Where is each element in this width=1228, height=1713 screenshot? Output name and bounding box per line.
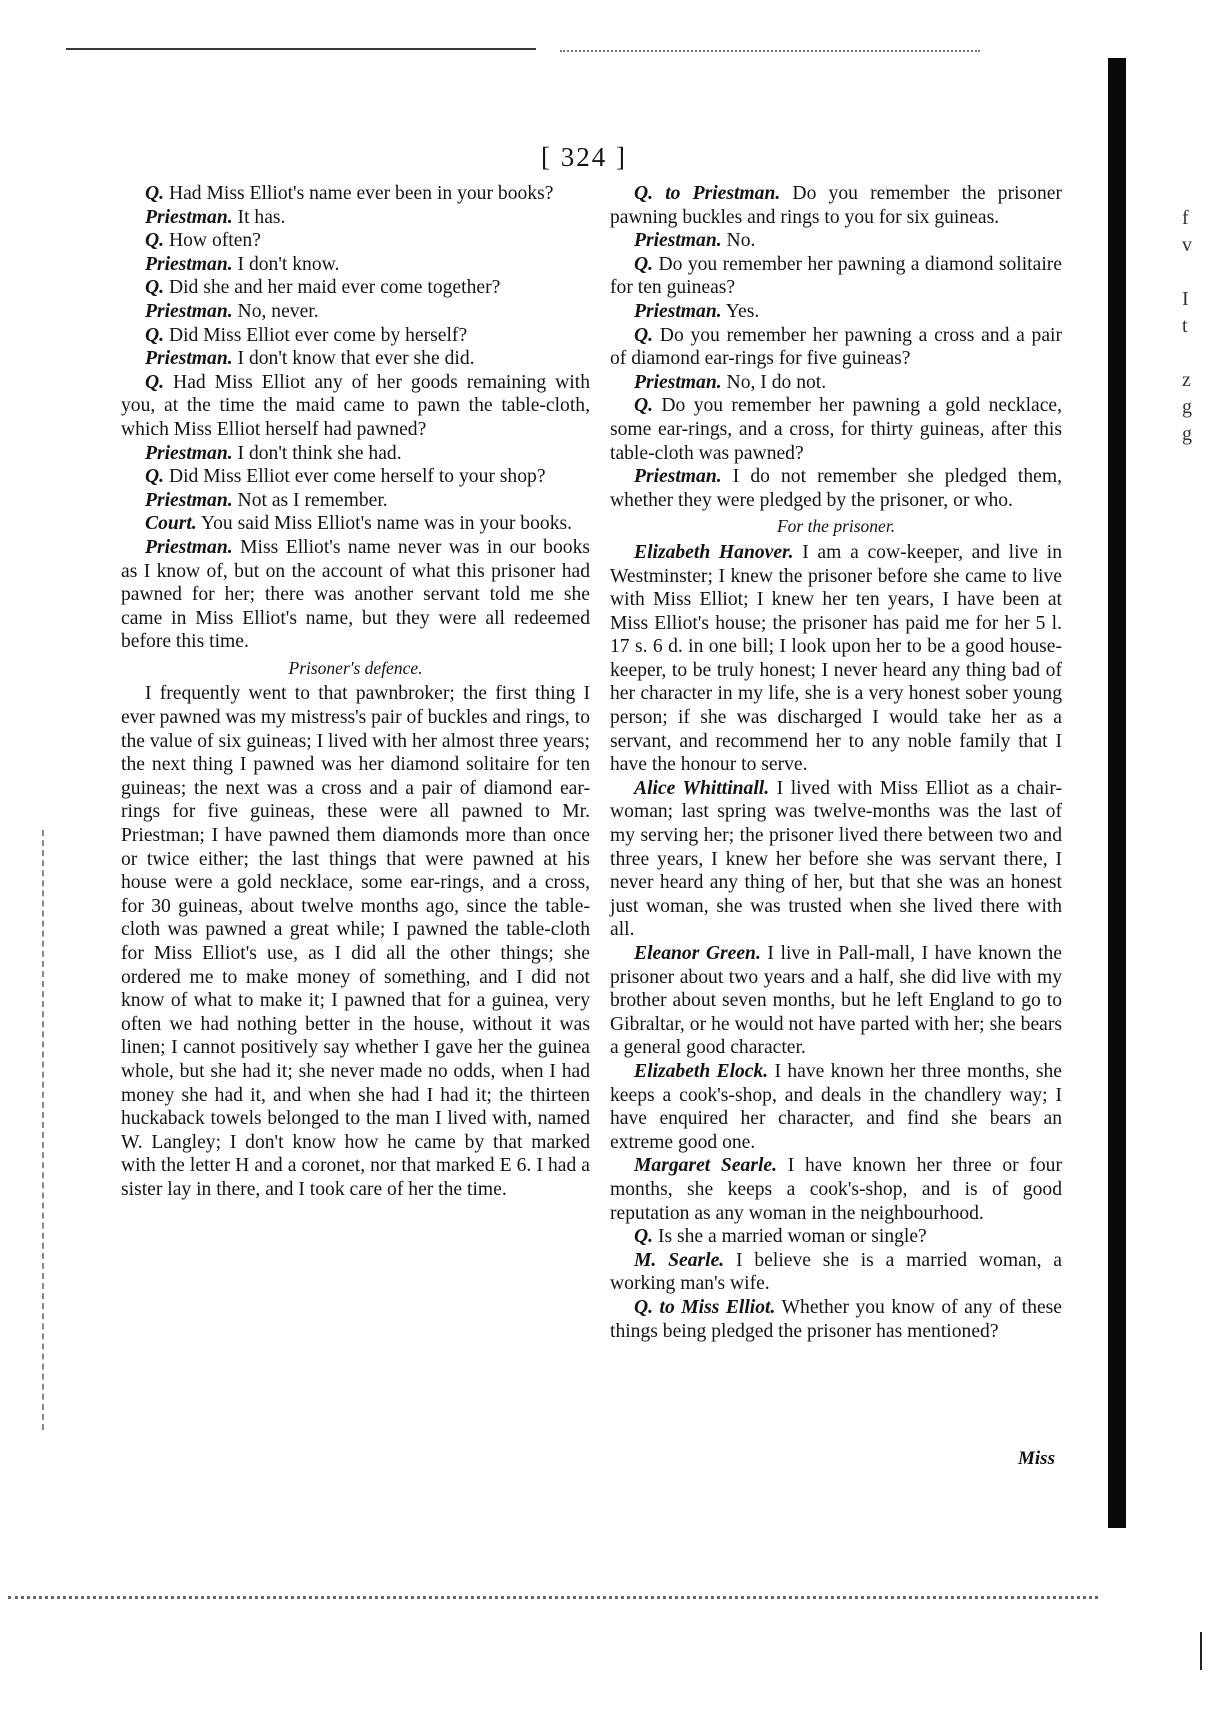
testimony-paragraph (121, 229, 590, 253)
right-column (610, 182, 1062, 1343)
testimony-paragraph (610, 1296, 1062, 1343)
testimony-text: Not as I remember. (232, 489, 388, 511)
page-gutter-shadow (1108, 58, 1126, 1528)
bleed-letter: z (1182, 369, 1191, 391)
speaker-label: Court. (145, 513, 197, 535)
testimony-paragraph (121, 371, 590, 442)
speaker-label: Priestman. (145, 206, 233, 228)
testimony-text: Is she a married woman or single? (653, 1226, 927, 1248)
speaker-label: Elizabeth Elock. (634, 1060, 769, 1082)
page-number: [ 324 ] (541, 142, 627, 172)
speaker-label: Q. to Priestman. (634, 183, 781, 204)
speaker-label: Priestman. (634, 371, 722, 393)
testimony-text: Do you remember her pawning a gold necklace, some ear-rings, and a cross, for thirty guineas, after this table-cloth was pawned? (610, 395, 1062, 464)
testimony-text: Yes. (721, 300, 760, 322)
testimony-text: Do you remember her pawning a diamond solitaire for ten guineas? (610, 253, 1062, 299)
testimony-paragraph (610, 394, 1062, 465)
testimony-paragraph (610, 1249, 1062, 1296)
testimony-paragraph (610, 371, 1062, 395)
testimony-text: I believe she is a married woman, a working man's wife. (610, 1249, 1062, 1295)
speaker-label: Q. (634, 1226, 654, 1248)
bleed-letter: I (1182, 288, 1189, 310)
testimony-text: No. (721, 230, 756, 252)
testimony-text: I don't think she had. (232, 442, 402, 464)
testimony-paragraph (121, 253, 590, 277)
testimony-text: Do you remember the prisoner pawning buckles and rings to you for six guineas. (610, 183, 1062, 228)
speaker-label: Priestman. (634, 300, 722, 322)
testimony-text: Did Miss Elliot ever come by herself? (164, 324, 468, 346)
bleed-letter: g (1182, 423, 1192, 445)
bleed-letter: f (1182, 207, 1189, 229)
testimony-paragraph (121, 347, 590, 371)
speaker-label: Q. (145, 371, 165, 393)
testimony-paragraph (121, 489, 590, 513)
bleed-letter (1182, 340, 1202, 367)
speaker-label: Priestman. (145, 489, 233, 511)
testimony-text: I have known her three months, she keeps a cook's-shop, and deals in the chandlery way; I have enquired her character, and find she bears an extreme good one. (610, 1060, 1062, 1153)
speaker-label: Q. (145, 277, 165, 299)
testimony-paragraph (610, 541, 1062, 777)
testimony-paragraph (121, 682, 590, 1201)
scan-edge-rule (66, 48, 536, 50)
testimony-paragraph (121, 276, 590, 300)
testimony-text: Did Miss Elliot ever come herself to your shop? (164, 466, 546, 488)
scan-noise-bottom (8, 1596, 1098, 1599)
testimony-paragraph (121, 300, 590, 324)
testimony-text: It has. (232, 206, 286, 228)
testimony-text: Whether you know of any of these things being pledged the prisoner has mentioned? (610, 1296, 1063, 1342)
testimony-paragraph (121, 512, 590, 536)
scan-mark (1200, 1632, 1202, 1670)
speaker-label: Priestman. (634, 230, 722, 252)
speaker-label: Eleanor Green. (634, 943, 761, 964)
bleed-letter: t (1182, 315, 1188, 337)
testimony-text: I have known her three or four months, she keeps a cook's-shop, and is of good reputation as any woman in the neighbourhood. (610, 1155, 1063, 1224)
speaker-label: Q. (145, 324, 165, 346)
testimony-text: Had Miss Elliot's name ever been in your books? (164, 183, 554, 204)
testimony-text: I frequently went to that pawnbroker; the first thing I ever pawned was my mistress's pair of buckles and rings, to the value of six guineas; I lived with her almost three years; the next thing I pawned was her diamond solitaire for ten guineas; the next was a cross and a pair of diamond ear-rings for five guineas, these were all pawned to Mr. Priestman; I have pawned them diamonds more than once or twice either; the last things that were pawned at his house were a gold necklace, some ear-rings, and a cross, for 30 guineas, about twelve months ago, since the table-cloth was pawned a great while; I pawned the table-cloth for Miss Elliot's use, as I did all the other things; she ordered me to make money of something, and I did not know of what to make it; I pawned that for a guinea, very often we had nothing better in the house, without it was linen; I cannot positively say whether I gave her the guinea whole, but she had it; she never made no odds, when I had money she had it, and when she had I had it; the thirteen huckaback towels belonged to the man I lived with, named W. Langley; I don't know how he came by that marked with the letter H and a coronet, nor that marked E 6. I had a sister lay in there, and I took care of her the time. (121, 683, 590, 1200)
speaker-label: Priestman. (634, 466, 722, 488)
section-heading: Prisoner's defence. (288, 657, 423, 678)
speaker-label: Q. (634, 395, 654, 417)
speaker-label: Alice Whittinall. (634, 777, 770, 799)
catchword: Miss (1018, 1448, 1055, 1469)
speaker-label: Priestman. (145, 300, 233, 322)
testimony-paragraph (121, 465, 590, 489)
testimony-paragraph (610, 942, 1062, 1060)
testimony-paragraph (121, 324, 590, 348)
testimony-paragraph (610, 777, 1062, 942)
testimony-paragraph (121, 442, 590, 466)
bleed-letter: g (1182, 396, 1192, 418)
speaker-label: Q. (634, 324, 654, 346)
testimony-text: I live in Pall-mall, I have known the prisoner about two years and a half, she did live with my brother about seven months, but he left England to go to Gibraltar, or he would not have parted with her; she bears a general good character. (610, 943, 1062, 1059)
testimony-text: No, I do not. (721, 371, 827, 393)
speaker-label: Q. (145, 466, 165, 488)
scan-noise (560, 50, 980, 52)
testimony-paragraph (610, 300, 1062, 324)
testimony-paragraph (610, 1060, 1062, 1154)
speaker-label: Priestman. (145, 442, 233, 464)
speaker-label: Priestman. (145, 536, 233, 558)
speaker-label: Q. (145, 183, 165, 204)
speaker-label: Priestman. (145, 348, 233, 370)
testimony-paragraph (610, 253, 1062, 300)
left-column (121, 182, 590, 1202)
testimony-text: I lived with Miss Elliot as a chair-woman; last spring was twelve-months was the last of my serving her; the prisoner lived there between two and three years, I knew her before she was servant there, I never heard any thing of her, but that she was an honest just woman, she was trusted when she lived there with all. (610, 777, 1062, 941)
testimony-text: No, never. (232, 300, 319, 322)
testimony-text: Had Miss Elliot any of her goods remaining with you, at the time the maid came to pawn the table-cloth, which Miss Elliot herself had pawned? (121, 371, 590, 440)
testimony-paragraph (121, 182, 590, 206)
scan-noise-left (42, 830, 44, 1430)
speaker-label: Margaret Searle. (634, 1155, 777, 1177)
testimony-paragraph (610, 324, 1062, 371)
testimony-text: I don't know that ever she did. (232, 348, 475, 370)
testimony-text: I do not remember she pledged them, whether they were pledged by the prisoner, or who. (610, 466, 1062, 511)
testimony-text: I don't know. (232, 253, 340, 275)
speaker-label: Priestman. (145, 253, 233, 275)
testimony-paragraph (610, 182, 1062, 229)
facing-page-bleed (1182, 205, 1202, 448)
bleed-letter: v (1182, 234, 1192, 256)
speaker-label: Q. (634, 253, 654, 275)
speaker-label: Q. to Miss Elliot. (634, 1296, 776, 1318)
testimony-paragraph (610, 465, 1062, 512)
speaker-label: Q. (145, 230, 165, 252)
testimony-text: Miss Elliot's name never was in our books as I know of, but on the account of what this prisoner had pawned for her; there was another servant told me she came in Miss Elliot's name, but they were all redeemed before this time. (121, 536, 590, 653)
bleed-letter (1182, 259, 1202, 286)
testimony-paragraph (121, 206, 590, 230)
testimony-paragraph (610, 1225, 1062, 1249)
testimony-paragraph (610, 1154, 1062, 1225)
testimony-text: You said Miss Elliot's name was in your books. (196, 513, 573, 535)
testimony-text: Do you remember her pawning a cross and a pair of diamond ear-rings for five guineas? (610, 324, 1062, 370)
testimony-text: Did she and her maid ever come together? (164, 277, 501, 299)
section-heading: For the prisoner. (776, 516, 896, 537)
testimony-text: How often? (164, 230, 261, 252)
testimony-paragraph (121, 536, 590, 654)
speaker-label: Elizabeth Hanover. (634, 541, 794, 563)
testimony-text: I am a cow-keeper, and live in Westminster; I knew the prisoner before she came to live with Miss Elliot; I knew her ten years, I have been at Miss Elliot's house; the prisoner has paid me for her 5 l. 17 s. 6 d. in one bill; I look upon her to be a good house-keeper, to be truly honest; I never heard any thing bad of her character in my life, she is a very honest sober young person; if she was discharged I would take her as a servant, and recommend her to any noble family that I have the honour to serve. (610, 541, 1062, 776)
testimony-paragraph (610, 229, 1062, 253)
speaker-label: M. Searle. (634, 1249, 725, 1271)
